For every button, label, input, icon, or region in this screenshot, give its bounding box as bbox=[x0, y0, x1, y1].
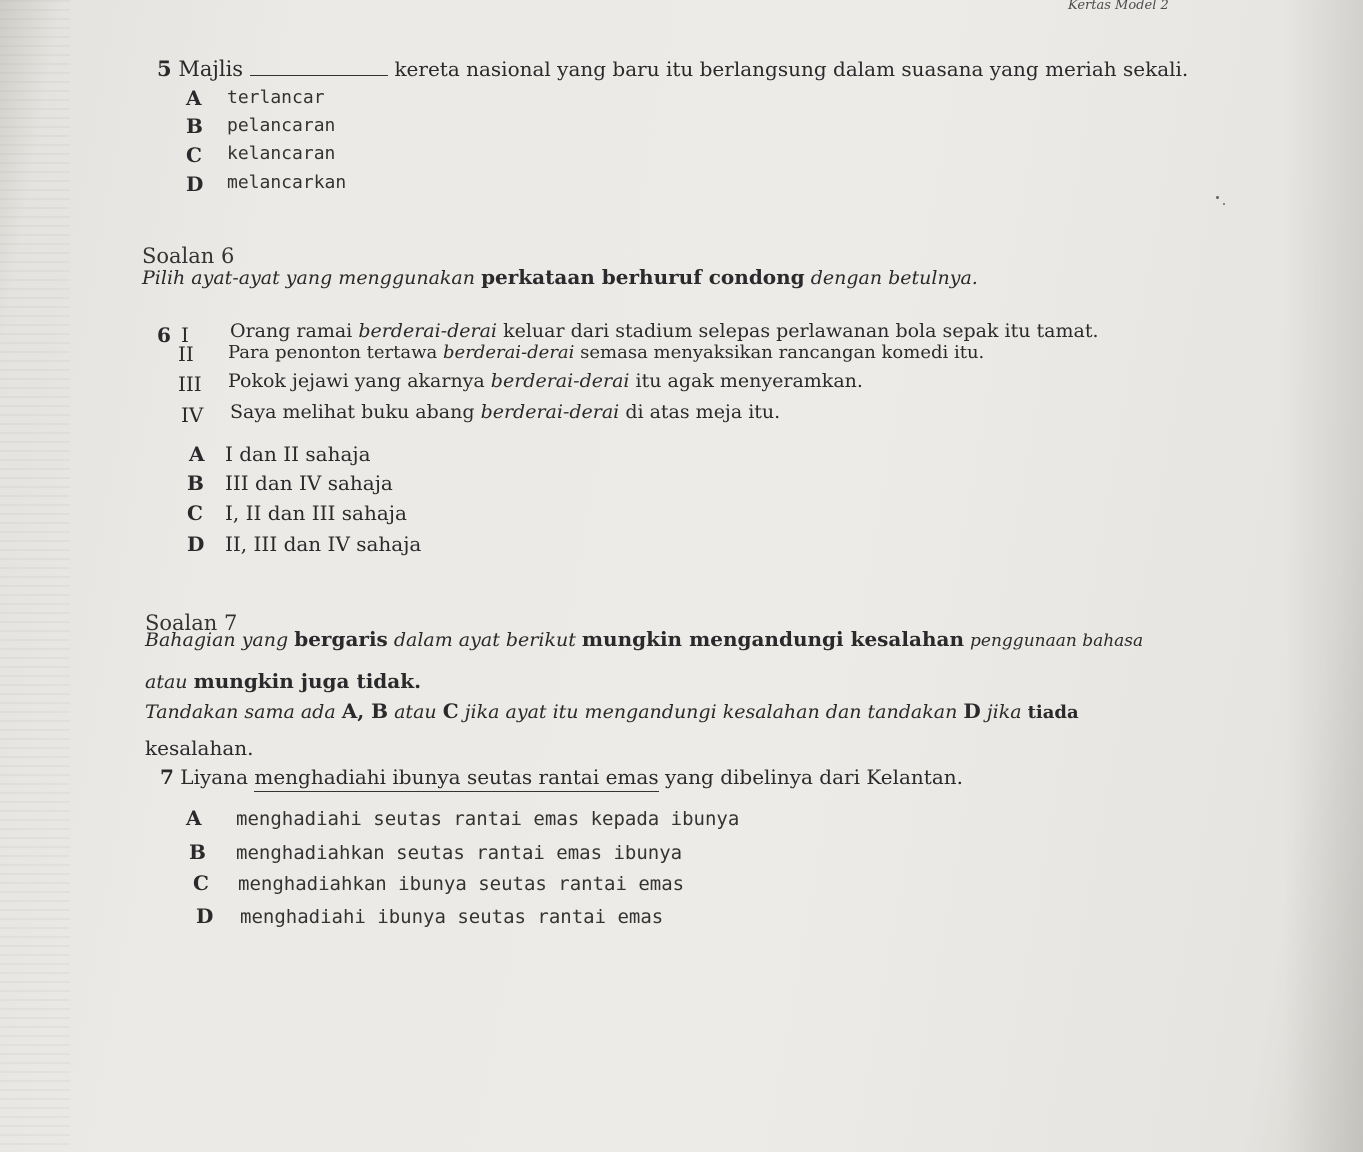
option-a[interactable] bbox=[186, 808, 739, 829]
instruction-bold: A, B bbox=[341, 699, 389, 723]
instruction-italic: atau bbox=[394, 701, 437, 723]
paper-speck bbox=[1223, 203, 1225, 205]
option-text: melancarkan bbox=[227, 172, 347, 193]
instruction-italic: Pilih ayat-ayat yang menggunakan bbox=[142, 267, 476, 289]
statement-word: berderai-derai bbox=[443, 342, 575, 363]
paper-header: Kertas Model 2 bbox=[1068, 0, 1169, 13]
option-b[interactable] bbox=[189, 842, 682, 863]
option-letter: C bbox=[187, 501, 203, 525]
question-7 bbox=[160, 767, 963, 787]
instruction-italic: dalam ayat berikut bbox=[393, 629, 576, 651]
statement-pre: Para penonton tertawa bbox=[228, 342, 438, 363]
instruction-italic: atau bbox=[145, 671, 188, 693]
option-d[interactable] bbox=[196, 906, 663, 927]
statement-word: berderai-derai bbox=[490, 370, 630, 392]
statement-4 bbox=[230, 403, 780, 422]
option-text: I dan II sahaja bbox=[225, 442, 371, 466]
statement-1 bbox=[230, 322, 1099, 341]
instruction-bold: bergaris bbox=[294, 627, 388, 651]
statement-pre: Orang ramai bbox=[230, 320, 353, 342]
option-text: II, III dan IV sahaja bbox=[225, 532, 422, 556]
statement-post: semasa menyaksikan rancangan komedi itu. bbox=[580, 342, 985, 363]
statement-word: berderai-derai bbox=[358, 320, 498, 342]
statement-word: berderai-derai bbox=[480, 401, 620, 423]
statement-3 bbox=[228, 372, 863, 391]
option-c[interactable] bbox=[187, 503, 407, 523]
soalan-7-instruction-line-1 bbox=[145, 629, 1143, 650]
statement-post: itu agak menyeramkan. bbox=[635, 370, 863, 392]
statement-pre: Pokok jejawi yang akarnya bbox=[228, 370, 485, 392]
instruction-bold: C bbox=[442, 699, 459, 723]
soalan-7-instruction-line-4: kesalahan. bbox=[145, 736, 254, 760]
sentence-post: yang dibelinya dari Kelantan. bbox=[664, 765, 963, 789]
statement-post: di atas meja itu. bbox=[625, 401, 781, 423]
statement-roman: I bbox=[181, 323, 189, 347]
question-number: 5 bbox=[157, 56, 172, 81]
sentence-pre: Liyana bbox=[180, 765, 248, 789]
option-letter: B bbox=[189, 840, 206, 864]
option-text: kelancaran bbox=[227, 143, 336, 164]
paper-speck bbox=[1216, 196, 1219, 199]
option-d[interactable] bbox=[186, 174, 203, 194]
option-c[interactable] bbox=[193, 873, 684, 894]
instruction-italic: penggunaan bahasa bbox=[970, 631, 1144, 651]
question-number: 6 bbox=[157, 323, 171, 347]
instruction-italic: dengan betulnya. bbox=[810, 267, 978, 289]
soalan-6-instruction bbox=[142, 267, 978, 288]
instruction-bold: perkataan berhuruf condong bbox=[481, 265, 805, 289]
statement-2 bbox=[228, 344, 984, 362]
option-c[interactable] bbox=[186, 145, 202, 165]
q5-text-after: kereta nasional yang baru itu berlangsung dalam suasana yang meriah sekali. bbox=[394, 57, 1189, 81]
answer-blank bbox=[250, 61, 388, 76]
option-text: I, II dan III sahaja bbox=[225, 501, 407, 525]
instruction-italic: jika bbox=[986, 701, 1022, 723]
option-text: pelancaran bbox=[227, 115, 336, 136]
option-text: menghadiahi ibunya seutas rantai emas bbox=[240, 906, 664, 928]
option-text: terlancar bbox=[227, 87, 325, 108]
statement-roman: IV bbox=[181, 403, 204, 427]
statement-post: keluar dari stadium selepas perlawanan bola sepak itu tamat. bbox=[503, 320, 1099, 342]
option-letter: A bbox=[189, 442, 205, 466]
instruction-italic: Bahagian yang bbox=[145, 629, 289, 651]
statement-roman: II bbox=[178, 342, 194, 366]
statement-roman: III bbox=[178, 372, 202, 396]
option-d[interactable] bbox=[187, 534, 421, 554]
instruction-bold: mungkin juga tidak. bbox=[193, 669, 422, 693]
section-heading-soalan-7: Soalan 7 bbox=[145, 611, 238, 635]
section-heading-soalan-6: Soalan 6 bbox=[142, 244, 235, 268]
option-letter: C bbox=[193, 871, 209, 895]
option-letter: D bbox=[186, 172, 204, 196]
option-letter: B bbox=[186, 114, 203, 138]
option-text: menghadiahi seutas rantai emas kepada ibunya bbox=[236, 808, 740, 830]
instruction-bold: D bbox=[963, 699, 981, 723]
q5-text-before: Majlis bbox=[178, 57, 244, 81]
option-a[interactable] bbox=[186, 88, 202, 108]
option-letter: A bbox=[186, 86, 202, 110]
option-a[interactable] bbox=[189, 444, 371, 464]
page-shadow bbox=[1283, 0, 1363, 1152]
question-5 bbox=[157, 58, 1188, 80]
page-edge-texture bbox=[0, 0, 70, 1152]
option-text: III dan IV sahaja bbox=[225, 471, 393, 495]
sentence-underlined: menghadiahi ibunya seutas rantai emas bbox=[254, 765, 658, 792]
option-letter: B bbox=[187, 471, 204, 495]
option-letter: C bbox=[186, 143, 202, 167]
option-letter: A bbox=[186, 806, 202, 830]
option-letter: D bbox=[187, 532, 205, 556]
option-b[interactable] bbox=[187, 473, 393, 493]
soalan-7-instruction-line-3 bbox=[145, 701, 1079, 722]
instruction-italic: Tandakan sama ada bbox=[145, 701, 336, 723]
statement-pre: Saya melihat buku abang bbox=[230, 401, 475, 423]
option-text: menghadiahkan ibunya seutas rantai emas bbox=[238, 873, 685, 895]
option-b[interactable] bbox=[186, 116, 203, 136]
instruction-bold: tiada bbox=[1027, 702, 1079, 723]
soalan-7-instruction-line-2 bbox=[145, 671, 421, 692]
question-number: 7 bbox=[160, 765, 174, 789]
instruction-italic: jika ayat itu mengandungi kesalahan dan tandakan bbox=[464, 701, 958, 723]
instruction-bold: mungkin mengandungi kesalahan bbox=[581, 627, 964, 651]
option-text: menghadiahkan seutas rantai emas ibunya bbox=[236, 842, 683, 864]
option-letter: D bbox=[196, 904, 214, 928]
